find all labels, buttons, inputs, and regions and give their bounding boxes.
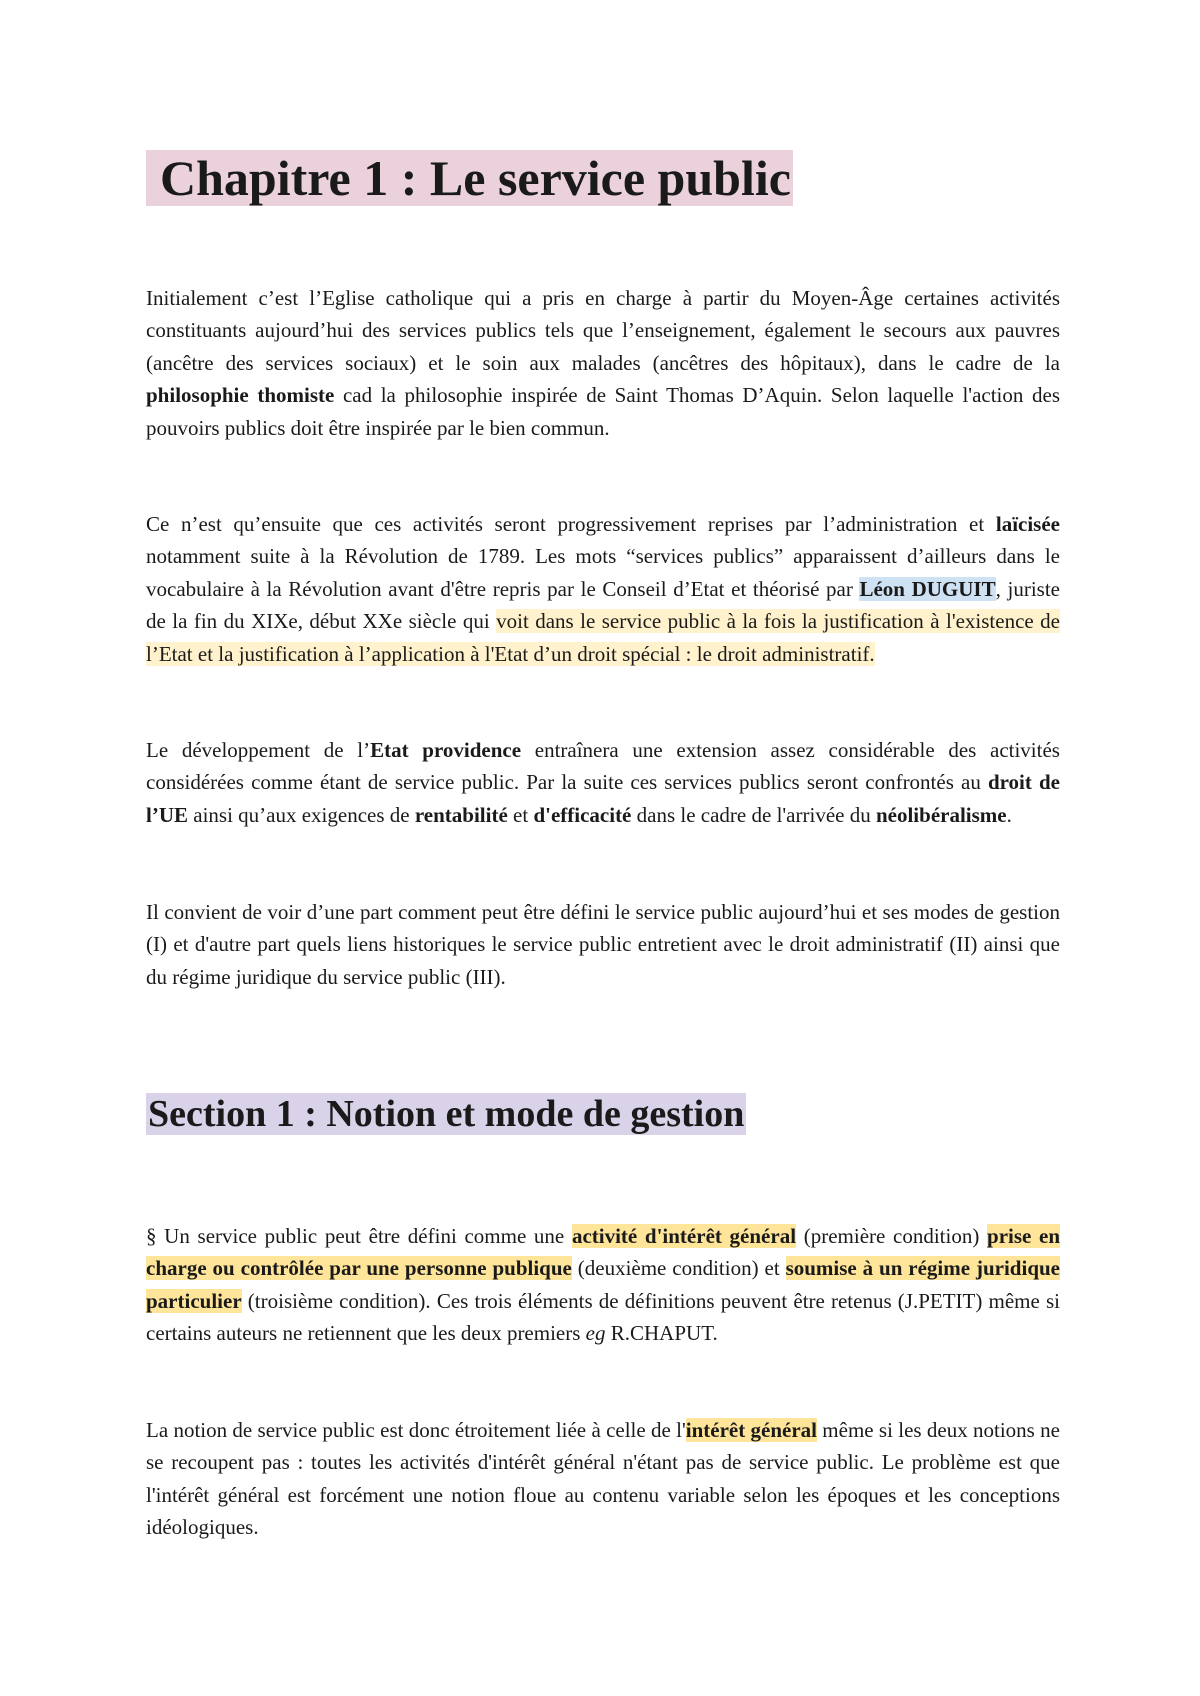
- intro-paragraph-4: [146, 896, 1060, 993]
- text-run: ainsi qu’aux exigences de: [188, 802, 415, 827]
- text-run: cad la philosophie inspirée de Saint Thomas D’Aquin. Selon laquelle l'action des pouvoirs publics doit être inspirée par le bien commun.: [146, 383, 1060, 440]
- text-run: (deuxième condition) et: [571, 1256, 786, 1281]
- section-paragraph-2: [146, 1414, 1060, 1544]
- bold-term: laïcisée: [995, 512, 1060, 536]
- text-run: dans le cadre de l'arrivée du: [631, 802, 876, 827]
- text-run: Ce n’est qu’ensuite que ces activités seront progressivement reprises par l’administration et: [146, 512, 996, 536]
- italic-term: eg: [585, 1321, 606, 1346]
- text-run: .: [1006, 802, 1012, 827]
- text-run: R.CHAPUT.: [605, 1321, 718, 1346]
- bold-term: philosophie thomiste: [146, 383, 335, 408]
- text-run: (troisième condition). Ces trois éléments de définitions peuvent être retenus (J.PETIT) même si certains auteurs ne retiennent que les deux premiers: [146, 1288, 1060, 1346]
- section-paragraph-1: [146, 1220, 1060, 1350]
- intro-paragraph-2: [146, 508, 1060, 670]
- text-run: § Un service public peut être défini comme une: [146, 1224, 572, 1248]
- highlighted-term: soumise à un régime juridique particulier: [146, 1256, 1060, 1313]
- text-run: , juriste de la fin du XIXe, début XXe siècle qui: [146, 576, 1060, 634]
- highlighted-term: activité d'intérêt général: [571, 1224, 797, 1248]
- bold-term: rentabilité: [414, 802, 508, 827]
- chapter-title-text: Chapitre 1 : Le service public: [146, 150, 793, 206]
- highlighted-term: prise en charge ou contrôlée par une personne publique: [146, 1224, 1061, 1281]
- intro-paragraph-1: [146, 282, 1060, 444]
- text-run: entraînera une extension assez considérable des activités considérées comme étant de service public. Par la suite ces services publics seront confrontés au: [146, 738, 1060, 795]
- text-run: même si les deux notions ne se recoupent pas : toutes les activités d'intérêt général n'étant pas de service public. Le problème est que l'intérêt général est forcément une notion floue au contenu variable selon les époques et les conceptions idéologiques.: [146, 1418, 1060, 1540]
- highlighted-term: intérêt général: [685, 1418, 817, 1442]
- text-run: La notion de service public est donc étroitement liée à celle de l': [146, 1418, 686, 1442]
- text-run: Il convient de voir d’une part comment peut être défini le service public aujourd’hui et ses modes de gestion (I) et d'autre part quels liens historiques le service public entretient avec le droit administratif (II) ainsi que du régime juridique du service public (III).: [146, 900, 1060, 989]
- bold-term: néolibéralisme: [875, 802, 1007, 827]
- bold-term: droit de l’UE: [146, 770, 1060, 827]
- section-title-text: Section 1 : Notion et mode de gestion: [148, 1093, 745, 1135]
- text-run: et: [507, 802, 534, 827]
- text-run: notamment suite à la Révolution de 1789. Les mots “services publics” apparaissent d’ailleurs dans le vocabulaire à la Révolution avant d'être repris par le Conseil d’Etat et théorisé par: [146, 544, 1060, 601]
- text-run: Initialement c’est l’Eglise catholique qui a pris en charge à partir du Moyen-Âge certaines activités constituants aujourd’hui des services publics tels que l’enseignement, également le secours aux pauvres (ancêtre des services sociaux) et le soin aux malades (ancêtres des hôpitaux), dans le cadre de la: [146, 286, 1060, 375]
- bold-term: d'efficacité: [533, 802, 632, 827]
- intro-paragraph-3: [146, 734, 1060, 831]
- section-title: [146, 1088, 746, 1140]
- text-run: Le développement de l’: [146, 738, 371, 762]
- highlighted-passage: voit dans le service public à la fois la justification à l'existence de l’Etat et la justification à l’application à l'Etat d’un droit spécial : le droit administratif.: [146, 609, 1060, 666]
- bold-term: Etat providence: [370, 738, 522, 762]
- highlighted-name: Léon DUGUIT: [859, 576, 996, 601]
- chapter-title: [146, 146, 793, 210]
- text-run: (première condition): [796, 1224, 988, 1248]
